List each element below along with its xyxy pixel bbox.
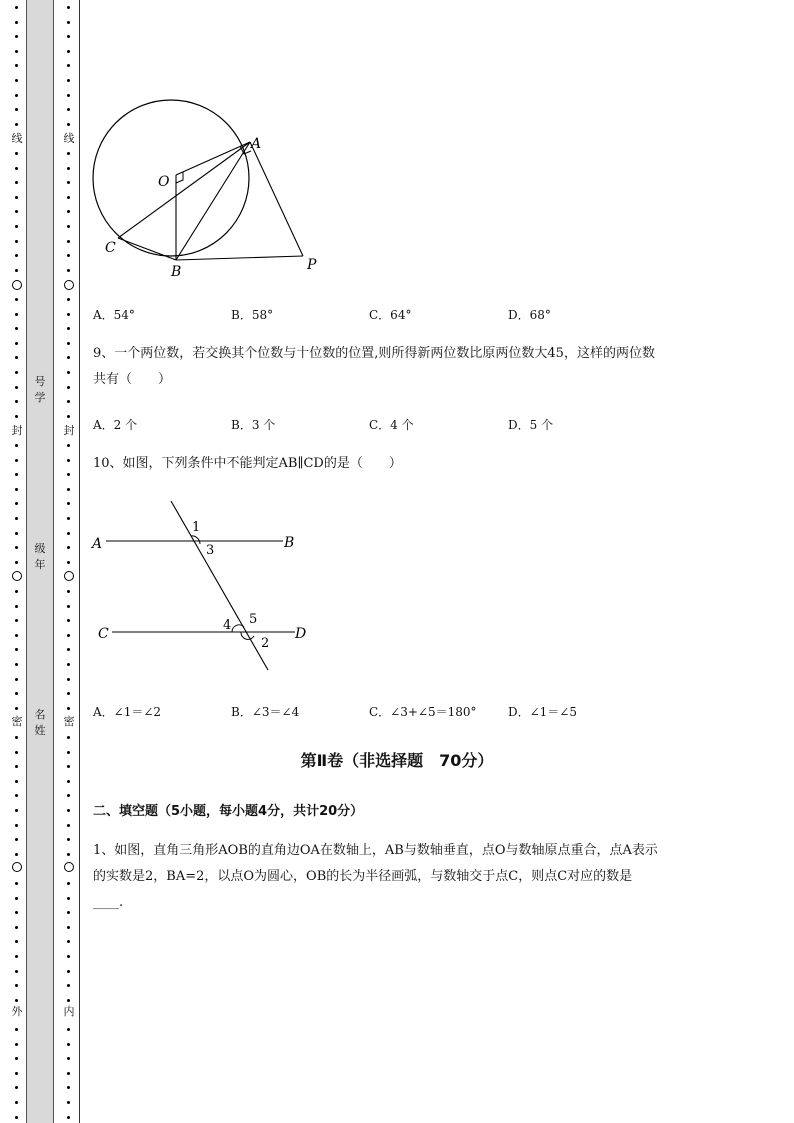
margin-dot [67, 619, 70, 622]
margin-dot [15, 736, 18, 739]
margin-dot [67, 415, 70, 418]
fill-question-1 [93, 838, 743, 916]
margin-dot [67, 1086, 70, 1089]
outer-mark-feng: 封 [11, 424, 23, 437]
inner-mark-xian: 线 [63, 132, 75, 145]
margin-dot [15, 79, 18, 82]
margin-dot [15, 1101, 18, 1104]
margin-dot [67, 736, 70, 739]
margin-dot [67, 911, 70, 914]
margin-dot [67, 794, 70, 797]
q9-text-line1: 9、一个两位数，若交换其个位数与十位数的位置,则所得新两位数比原两位数大45，这样的两位数 [93, 346, 655, 361]
margin-dot [15, 678, 18, 681]
margin-dot [15, 181, 18, 184]
margin-dot [15, 313, 18, 316]
margin-dot [15, 415, 18, 418]
margin-dot [67, 940, 70, 943]
margin-dot [15, 663, 18, 666]
q9-option-d[interactable]: D．5 个 [508, 418, 554, 432]
margin-dot [67, 210, 70, 213]
margin-dot [15, 1057, 18, 1060]
label-A: A [251, 136, 262, 152]
angle-5-label: 5 [249, 612, 258, 627]
margin-dot [67, 473, 70, 476]
margin-dot [15, 210, 18, 213]
q10-option-d[interactable]: D．∠1＝∠5 [508, 705, 578, 719]
margin-dot [67, 50, 70, 53]
fill1-line1: 1、如图，直角三角形AOB的直角边OA在数轴上，AB与数轴垂直，点O与数轴原点重合，点A表示 [93, 843, 658, 858]
margin-dot [67, 356, 70, 359]
margin-dot [67, 532, 70, 535]
outer-circle [12, 571, 22, 581]
angle-4-label: 4 [223, 618, 232, 633]
margin-dot [67, 1116, 70, 1119]
margin-dot [67, 196, 70, 199]
margin-dot [15, 1086, 18, 1089]
margin-dot [15, 926, 18, 929]
margin-dot [15, 590, 18, 593]
margin-dot [67, 254, 70, 257]
angle-1-label: 1 [192, 520, 201, 535]
margin-dot [67, 313, 70, 316]
inner-mark-nei: 内 [63, 1005, 75, 1018]
margin-dot [15, 780, 18, 783]
margin-dot [15, 298, 18, 301]
q8-circle-figure [85, 90, 335, 285]
outer-mark-mi: 密 [11, 715, 23, 728]
margin-dot [15, 940, 18, 943]
margin-dot [15, 269, 18, 272]
margin-dot [67, 824, 70, 827]
margin-dot [15, 225, 18, 228]
margin-dot [67, 897, 70, 900]
inner-dotted-line [62, 0, 76, 1123]
inner-mark-feng: 封 [63, 424, 75, 437]
margin-dot [15, 692, 18, 695]
q10-parallel-lines-figure [88, 495, 318, 680]
margin-dot [15, 488, 18, 491]
name-label: 名姓 [34, 708, 46, 737]
margin-dot [67, 809, 70, 812]
margin-dot [67, 707, 70, 710]
margin-dot [15, 984, 18, 987]
margin-dot [15, 634, 18, 637]
margin-dot [15, 853, 18, 856]
margin-dot [67, 1072, 70, 1075]
margin-dot [67, 79, 70, 82]
margin-dot [67, 605, 70, 608]
margin-dot [67, 167, 70, 170]
margin-dot [15, 999, 18, 1002]
outer-circle [12, 862, 22, 872]
margin-dot [15, 152, 18, 155]
q8-option-a[interactable]: A．54° [93, 308, 135, 322]
margin-dot [15, 94, 18, 97]
q10-option-c[interactable]: C．∠3+∠5＝180° [369, 705, 477, 719]
margin-dot [67, 444, 70, 447]
margin-dot [15, 561, 18, 564]
margin-dot [15, 356, 18, 359]
q10-text: 10、如图，下列条件中不能判定AB∥CD的是（ ） [93, 456, 402, 471]
margin-dot [15, 911, 18, 914]
margin-dot [67, 502, 70, 505]
margin-dot [67, 970, 70, 973]
label-D: D [295, 626, 307, 642]
inner-circle [64, 280, 74, 290]
margin-dot [67, 240, 70, 243]
margin-dot [67, 780, 70, 783]
q10-option-a[interactable]: A．∠1＝∠2 [93, 705, 162, 719]
q8-option-c[interactable]: C．64° [369, 308, 412, 322]
margin-dot [15, 342, 18, 345]
margin-dot [15, 473, 18, 476]
margin-dot [15, 648, 18, 651]
margin-dot [67, 6, 70, 9]
margin-dot [15, 809, 18, 812]
margin-dot [15, 897, 18, 900]
margin-dot [15, 1043, 18, 1046]
question-10 [93, 451, 743, 477]
margin-dot [67, 882, 70, 885]
margin-dot [67, 181, 70, 184]
margin-dot [15, 1028, 18, 1031]
margin-dot [67, 926, 70, 929]
angle-3-label: 3 [206, 543, 215, 558]
margin-dot [67, 269, 70, 272]
margin-dot [15, 327, 18, 330]
margin-dot [15, 64, 18, 67]
label-A: A [92, 536, 103, 552]
margin-dot [15, 444, 18, 447]
margin-dot [15, 605, 18, 608]
margin-dot [67, 488, 70, 491]
margin-dot [67, 64, 70, 67]
margin-dot [15, 35, 18, 38]
fill1-line2: 的实数是2，BA=2，以点O为圆心，OB的长为半径画弧，与数轴交于点C，则点C对应的数是 [93, 869, 633, 884]
margin-dot [15, 1072, 18, 1075]
label-B: B [284, 535, 295, 551]
margin-dot [15, 970, 18, 973]
margin-dot [67, 1057, 70, 1060]
inner-circle [64, 571, 74, 581]
inner-circle [64, 862, 74, 872]
outer-mark-wai: 外 [11, 1005, 23, 1018]
margin-dot [67, 459, 70, 462]
margin-dot [15, 167, 18, 170]
margin-dot [15, 371, 18, 374]
label-O: O [158, 174, 170, 190]
q9-option-a[interactable]: A．2 个 [93, 418, 138, 432]
margin-dot [67, 94, 70, 97]
margin-dot [15, 196, 18, 199]
q10-option-b[interactable]: B．∠3＝∠4 [231, 705, 300, 719]
grade-label: 级年 [34, 542, 46, 571]
angle-2-label: 2 [261, 636, 270, 651]
margin-dot [67, 371, 70, 374]
fill1-answer-blank[interactable]: ____. [93, 895, 124, 910]
margin-rule [79, 0, 80, 1123]
margin-dot [15, 955, 18, 958]
margin-dot [67, 342, 70, 345]
outer-circle [12, 280, 22, 290]
margin-dot [67, 1101, 70, 1104]
margin-dot [67, 21, 70, 24]
margin-dot [67, 35, 70, 38]
margin-dot [15, 619, 18, 622]
margin-dot [15, 459, 18, 462]
margin-dot [67, 838, 70, 841]
q9-option-b[interactable]: B．3 个 [231, 418, 276, 432]
outer-dotted-line [10, 0, 24, 1123]
margin-dot [15, 50, 18, 53]
margin-dot [67, 853, 70, 856]
margin-dot [15, 6, 18, 9]
label-C: C [105, 240, 116, 256]
margin-dot [67, 298, 70, 301]
label-B: B [171, 264, 182, 280]
student-number-label: 号学 [34, 375, 46, 404]
margin-dot [67, 517, 70, 520]
margin-dot [15, 108, 18, 111]
question-9 [93, 341, 743, 393]
margin-dot [15, 882, 18, 885]
margin-dot [15, 707, 18, 710]
margin-dot [67, 386, 70, 389]
q8-option-d[interactable]: D．68° [508, 308, 551, 322]
margin-dot [67, 108, 70, 111]
margin-dot [15, 400, 18, 403]
outer-mark-xian: 线 [11, 132, 23, 145]
q8-option-b[interactable]: B．58° [231, 308, 274, 322]
margin-dot [67, 225, 70, 228]
margin-dot [67, 692, 70, 695]
margin-dot [15, 502, 18, 505]
label-C: C [98, 626, 109, 642]
margin-dot [67, 123, 70, 126]
margin-dot [67, 678, 70, 681]
margin-dot [67, 546, 70, 549]
margin-dot [15, 254, 18, 257]
margin-dot [67, 1043, 70, 1046]
margin-dot [15, 838, 18, 841]
margin-dot [15, 532, 18, 535]
margin-dot [67, 590, 70, 593]
margin-dot [15, 240, 18, 243]
margin-dot [15, 1116, 18, 1119]
margin-dot [67, 984, 70, 987]
margin-dot [15, 517, 18, 520]
part-2-title: 第Ⅱ卷（非选择题 70分） [300, 751, 494, 770]
section-2-title: 二、填空题（5小题，每小题4分，共计20分） [93, 804, 364, 819]
margin-dot [67, 561, 70, 564]
margin-dot [67, 327, 70, 330]
inner-mark-mi: 密 [63, 715, 75, 728]
margin-dot [67, 634, 70, 637]
q9-option-c[interactable]: C．4 个 [369, 418, 414, 432]
margin-dot [67, 955, 70, 958]
label-P: P [307, 257, 317, 273]
margin-dot [15, 123, 18, 126]
margin-dot [67, 999, 70, 1002]
margin-dot [67, 400, 70, 403]
margin-dot [67, 648, 70, 651]
margin-dot [15, 824, 18, 827]
margin-dot [67, 1028, 70, 1031]
margin-dot [15, 794, 18, 797]
margin-dot [15, 21, 18, 24]
margin-dot [67, 663, 70, 666]
margin-dot [67, 152, 70, 155]
q9-text-line2: 共有（ ） [93, 372, 172, 387]
margin-dot [15, 546, 18, 549]
margin-dot [15, 386, 18, 389]
